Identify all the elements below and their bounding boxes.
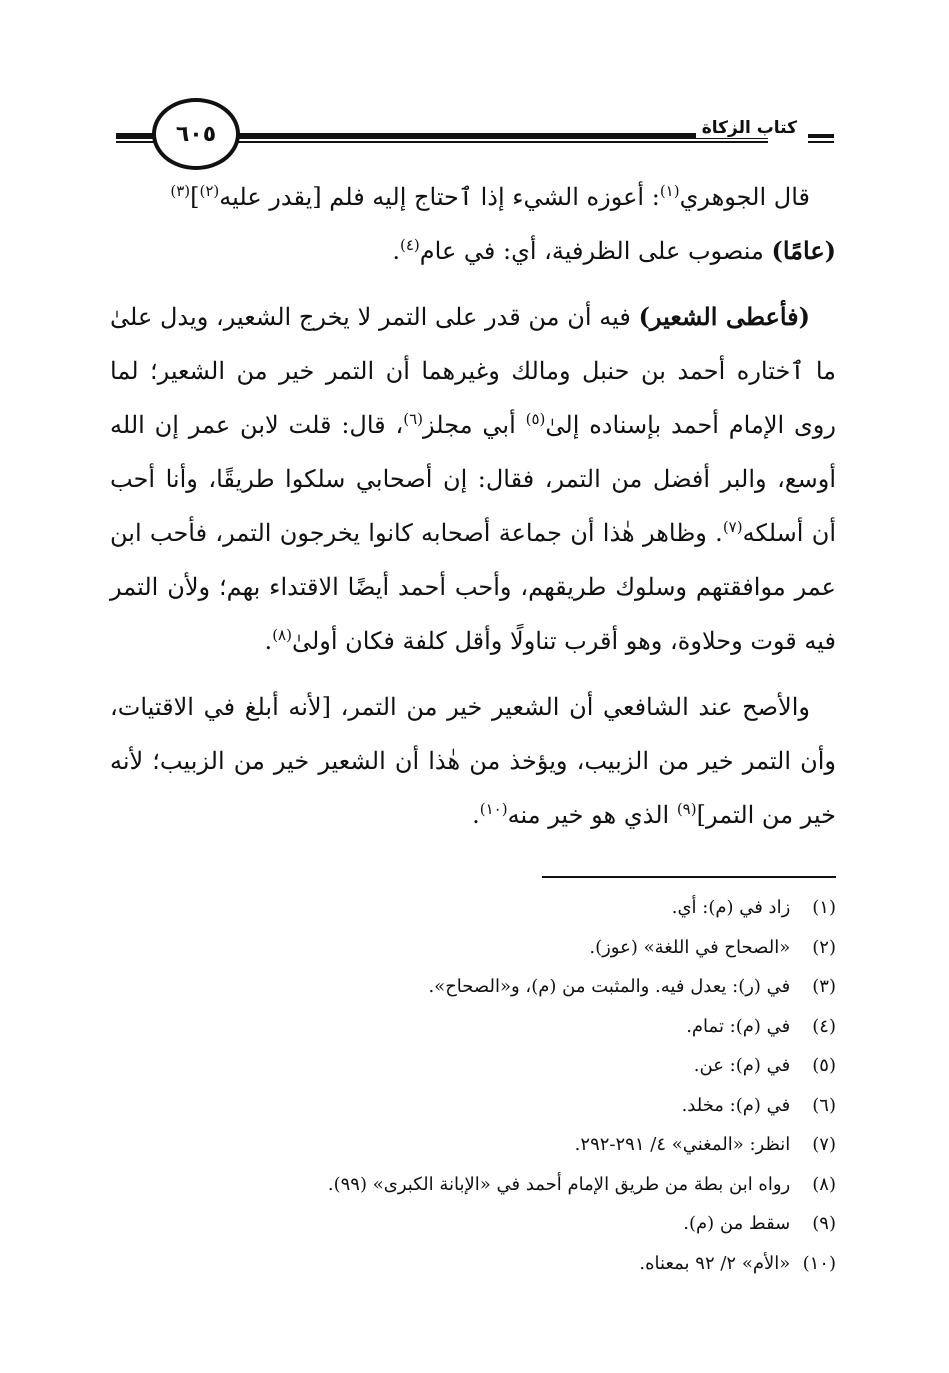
footnote-text: في (م): مخلد. <box>681 1094 791 1116</box>
lemma: (عامًا) <box>771 236 836 265</box>
footnote-number: (٥) <box>812 1055 836 1076</box>
footnote-text: في (م): تمام. <box>686 1015 791 1037</box>
footnote-ref: (٣) <box>170 182 191 200</box>
text-run: ، قال: قلت لابن عمر إن الله أوسع، والبر أفضل من التمر، فقال: إن أصحابي سلكوا طريقًا، وأنا أحب أن أسلكه <box>110 411 837 547</box>
header-rule-right-thin <box>808 141 834 143</box>
footnote-text: رواه ابن بطة من طريق الإمام أحمد في «الإبانة الكبرى» (٩٩). <box>327 1173 791 1195</box>
text-run: الذي هو خير منه <box>507 801 677 829</box>
footnote-number: (٨) <box>812 1173 836 1195</box>
text-run: أبي مجلز <box>423 411 526 439</box>
footnote-number: (٣) <box>812 976 836 997</box>
footnote-ref: (٤) <box>400 236 420 254</box>
footnote-separator <box>542 876 836 878</box>
page-number: ٦٠٥ <box>175 121 217 147</box>
footnote-text: «الصحاح في اللغة» (عوز). <box>589 936 791 958</box>
footnote-text: انظر: «المغني» ٤/ ٢٩١-٢٩٢. <box>574 1134 791 1155</box>
text-run: والأصح عند الشافعي أن الشعير خير من التمر، [لأنه أبلغ في الاقتيات، وأن التمر خير من الزبيب، ويؤخذ من هٰذا أن الشعير خير من الزبيب؛ لأنه خير من التمر] <box>110 693 836 829</box>
footnote-number: (١) <box>812 897 836 918</box>
footnote-item <box>110 928 836 968</box>
footnote-item <box>110 1007 836 1047</box>
footnote-item <box>110 1125 836 1165</box>
footnote-text: في (م): عن. <box>693 1055 791 1076</box>
footnote-item <box>110 1165 836 1205</box>
footnote-number: (١٠) <box>802 1252 836 1274</box>
footnote-text: زاد في (م): أي. <box>671 897 791 918</box>
header-rule-right <box>808 134 834 138</box>
text-run: : أعوزه الشيء إذا ٱحتاج إليه فلم [يقدر عليه <box>219 183 660 211</box>
page-number-badge <box>152 98 240 170</box>
footnote-item <box>110 1086 836 1126</box>
running-title: كتاب الزكاة <box>696 118 803 138</box>
main-text <box>110 170 836 842</box>
footnote-number: (٢) <box>812 936 836 958</box>
footnote-number: (٤) <box>812 1015 836 1037</box>
text-run: . وظاهر هٰذا أن جماعة أصحابه كانوا يخرجون التمر، فأحب ابن عمر موافقتهم وسلوك طريقهم، وأحب أحمد أيضًا الاقتداء بهم؛ ولأن التمر فيه قوت وحلاوة، وهو أقرب تناولًا وأقل كلفة فكان أولىٰ <box>110 519 836 655</box>
footnote-number: (٧) <box>812 1134 836 1155</box>
paragraph-3 <box>110 680 836 842</box>
footnote-item <box>110 1244 836 1284</box>
paragraph-1 <box>110 170 836 278</box>
footnote-number: (٦) <box>812 1094 836 1116</box>
footnote-number: (٩) <box>812 1213 836 1234</box>
footnote-text: «الأم» ٢/ ٩٢ بمعناه. <box>639 1252 791 1274</box>
text-run: . <box>472 801 480 829</box>
lemma: (فأعطى الشعير) <box>638 302 810 331</box>
footnote-ref: (٦) <box>403 410 424 428</box>
footnote-ref: (٥) <box>525 410 546 428</box>
footnote-text: في (ر): يعدل فيه. والمثبت من (م)، و«الصحاح». <box>428 976 791 997</box>
footnote-ref: (٨) <box>272 626 292 644</box>
text-run: منصوب على الظرفية، أي: في عام <box>419 237 772 265</box>
footnote-item <box>110 888 836 928</box>
footnote-item <box>110 1204 836 1244</box>
text-run: قال الجوهري <box>679 183 810 211</box>
text-run: . <box>264 627 273 655</box>
text-run: فيه أن من قدر على التمر لا يخرج الشعير، ويدل علىٰ ما ٱختاره أحمد بن حنبل ومالك وغيرهما أن التمر خير من الشعير؛ لما روى الإمام أحمد بإسناده إلىٰ <box>110 303 836 439</box>
footnote-ref: (١٠) <box>479 800 508 818</box>
text-run: . <box>392 237 400 265</box>
footnotes <box>110 888 836 1283</box>
paragraph-2 <box>110 290 836 668</box>
text-run: ] <box>190 183 200 211</box>
footnote-text: سقط من (م). <box>683 1213 791 1234</box>
footnote-ref: (٢) <box>199 182 220 200</box>
footnote-ref: (١) <box>659 182 680 200</box>
footnote-item <box>110 1046 836 1086</box>
footnote-ref: (٧) <box>722 518 743 536</box>
footnote-item <box>110 967 836 1007</box>
footnote-ref: (٩) <box>676 800 697 818</box>
